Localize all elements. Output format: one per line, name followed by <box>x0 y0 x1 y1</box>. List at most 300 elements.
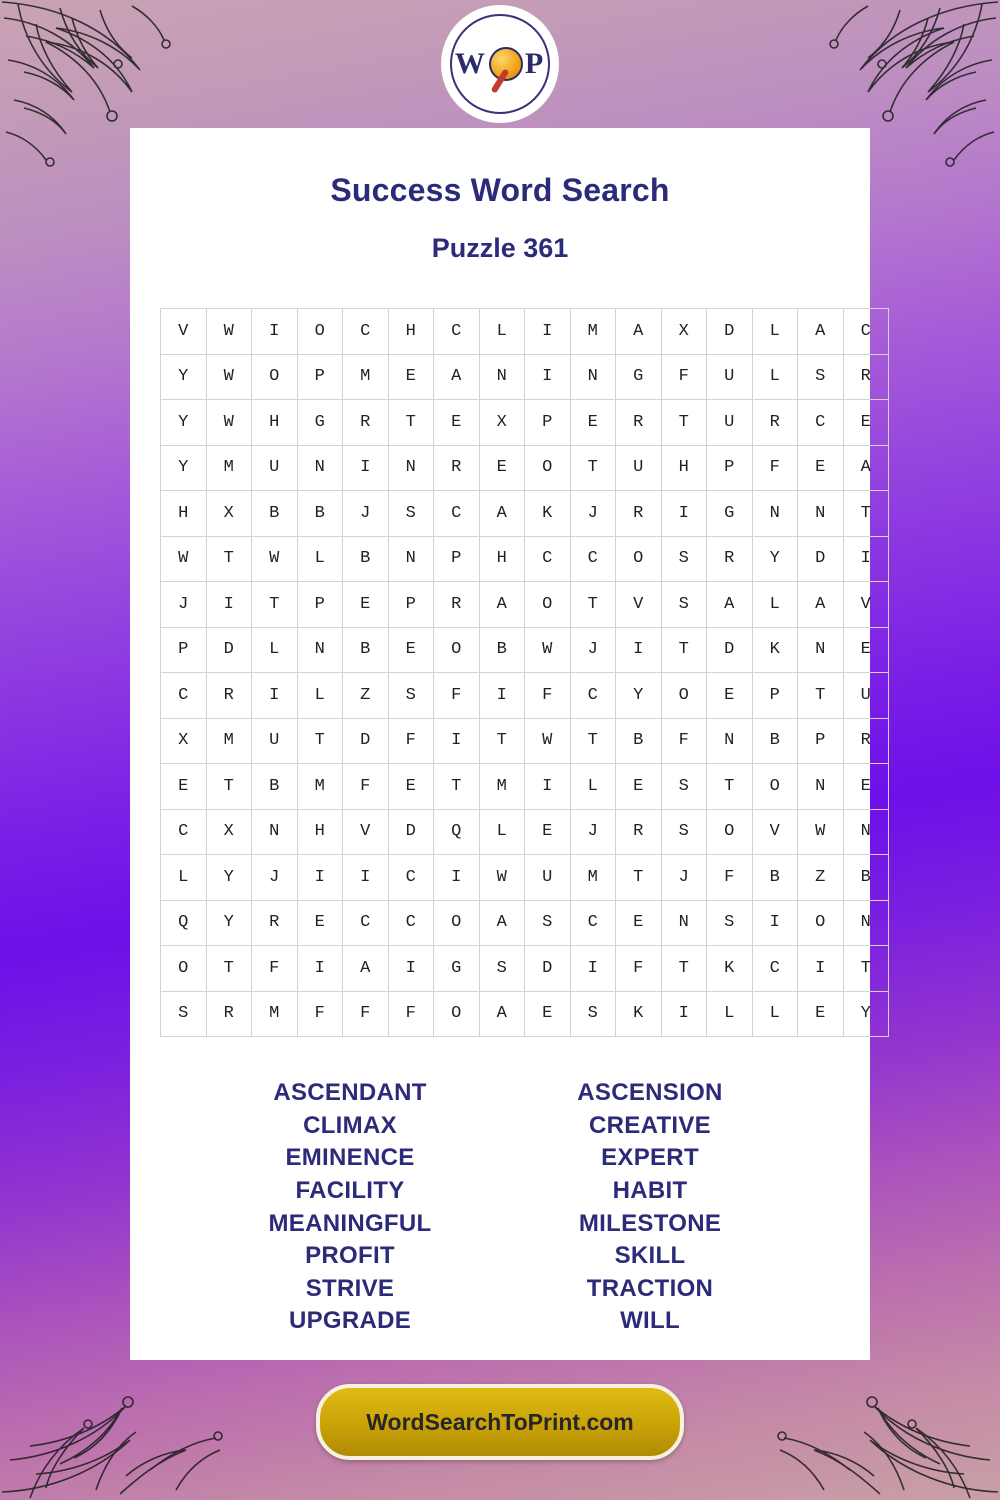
grid-cell[interactable]: F <box>752 445 798 491</box>
grid-cell[interactable]: I <box>661 991 707 1037</box>
grid-cell[interactable]: T <box>843 491 889 537</box>
grid-cell[interactable]: R <box>206 991 252 1037</box>
grid-cell[interactable]: F <box>616 946 662 992</box>
grid-cell[interactable]: H <box>161 491 207 537</box>
grid-cell[interactable]: A <box>798 582 844 628</box>
grid-cell[interactable]: A <box>798 309 844 355</box>
word-list-item: CREATIVE <box>589 1111 711 1139</box>
grid-cell[interactable]: J <box>343 491 389 537</box>
grid-cell[interactable]: A <box>479 991 525 1037</box>
grid-cell[interactable]: D <box>343 718 389 764</box>
grid-cell[interactable]: O <box>661 673 707 719</box>
grid-cell[interactable]: F <box>297 991 343 1037</box>
word-list-item: EMINENCE <box>285 1144 415 1172</box>
grid-row <box>161 445 889 491</box>
grid-cell[interactable]: F <box>388 991 434 1037</box>
logo-left-letter: W <box>454 47 487 80</box>
grid-cell[interactable]: P <box>297 582 343 628</box>
grid-cell[interactable]: B <box>252 764 298 810</box>
grid-cell[interactable]: A <box>479 491 525 537</box>
grid-cell[interactable]: T <box>206 946 252 992</box>
word-list-item: EXPERT <box>601 1144 699 1172</box>
grid-cell[interactable]: V <box>616 582 662 628</box>
grid-cell[interactable]: Y <box>206 900 252 946</box>
grid-cell[interactable]: D <box>525 946 571 992</box>
grid-cell[interactable]: L <box>252 627 298 673</box>
grid-cell[interactable]: B <box>343 536 389 582</box>
corner-flourish-bottom-right-icon <box>770 1350 1000 1500</box>
grid-cell[interactable]: H <box>388 309 434 355</box>
grid-row <box>161 582 889 628</box>
grid-cell[interactable]: S <box>661 536 707 582</box>
grid-cell[interactable]: F <box>661 354 707 400</box>
grid-cell[interactable]: N <box>798 491 844 537</box>
grid-cell[interactable]: T <box>252 582 298 628</box>
website-label: WordSearchToPrint.com <box>366 1408 634 1435</box>
letter-grid-table <box>160 308 889 1037</box>
grid-cell[interactable]: P <box>752 673 798 719</box>
grid-cell[interactable]: I <box>525 764 571 810</box>
website-badge[interactable] <box>316 1384 684 1460</box>
grid-cell[interactable]: K <box>707 946 753 992</box>
word-list-item: STRIVE <box>305 1274 395 1302</box>
grid-cell[interactable]: I <box>297 946 343 992</box>
grid-cell[interactable]: T <box>707 764 753 810</box>
grid-cell[interactable]: B <box>252 491 298 537</box>
grid-cell[interactable]: C <box>752 946 798 992</box>
grid-cell[interactable]: T <box>798 673 844 719</box>
grid-cell[interactable]: E <box>297 900 343 946</box>
grid-cell[interactable]: O <box>297 309 343 355</box>
grid-cell[interactable]: T <box>616 855 662 901</box>
grid-cell[interactable]: W <box>206 354 252 400</box>
grid-cell[interactable]: H <box>252 400 298 446</box>
grid-cell[interactable]: E <box>388 764 434 810</box>
grid-cell[interactable]: A <box>343 946 389 992</box>
site-logo <box>444 8 556 120</box>
grid-cell[interactable]: P <box>798 718 844 764</box>
word-list-item: FACILITY <box>295 1176 405 1204</box>
grid-cell[interactable]: M <box>206 718 252 764</box>
grid-cell[interactable]: E <box>570 400 616 446</box>
grid-cell[interactable]: Y <box>161 354 207 400</box>
grid-cell[interactable]: D <box>206 627 252 673</box>
grid-cell[interactable]: N <box>252 809 298 855</box>
grid-cell[interactable]: S <box>570 991 616 1037</box>
grid-cell[interactable]: V <box>843 582 889 628</box>
grid-cell[interactable]: I <box>798 946 844 992</box>
grid-cell[interactable]: Y <box>843 991 889 1037</box>
grid-cell[interactable]: E <box>798 991 844 1037</box>
grid-cell[interactable]: O <box>525 445 571 491</box>
grid-cell[interactable]: E <box>525 809 571 855</box>
grid-cell[interactable]: M <box>479 764 525 810</box>
grid-row <box>161 991 889 1037</box>
grid-cell[interactable]: L <box>707 991 753 1037</box>
grid-cell[interactable]: D <box>798 536 844 582</box>
grid-cell[interactable]: W <box>206 309 252 355</box>
grid-cell[interactable]: R <box>434 582 480 628</box>
grid-cell[interactable]: M <box>252 991 298 1037</box>
grid-cell[interactable]: Y <box>752 536 798 582</box>
grid-cell[interactable]: O <box>525 582 571 628</box>
grid-cell[interactable]: N <box>843 900 889 946</box>
grid-cell[interactable]: S <box>798 354 844 400</box>
grid-cell[interactable]: L <box>752 582 798 628</box>
grid-cell[interactable]: U <box>707 400 753 446</box>
grid-cell[interactable]: E <box>616 900 662 946</box>
grid-cell[interactable]: I <box>661 491 707 537</box>
grid-cell[interactable]: L <box>161 855 207 901</box>
grid-cell[interactable]: T <box>297 718 343 764</box>
grid-cell[interactable]: Q <box>434 809 480 855</box>
grid-cell[interactable]: D <box>388 809 434 855</box>
grid-cell[interactable]: U <box>252 718 298 764</box>
grid-row <box>161 354 889 400</box>
grid-cell[interactable]: C <box>570 673 616 719</box>
grid-cell[interactable]: E <box>388 627 434 673</box>
grid-cell[interactable]: X <box>479 400 525 446</box>
grid-cell[interactable]: C <box>434 309 480 355</box>
grid-row <box>161 900 889 946</box>
puzzle-number: Puzzle 361 <box>431 233 569 263</box>
grid-cell[interactable]: X <box>661 309 707 355</box>
grid-cell[interactable]: O <box>434 900 480 946</box>
grid-cell[interactable]: O <box>434 991 480 1037</box>
grid-cell[interactable]: D <box>707 627 753 673</box>
word-list-item: ASCENSION <box>577 1079 723 1106</box>
grid-cell[interactable]: E <box>343 582 389 628</box>
grid-cell[interactable]: T <box>570 445 616 491</box>
grid-cell[interactable]: M <box>343 354 389 400</box>
word-search-grid <box>160 308 871 1037</box>
grid-cell[interactable]: X <box>206 491 252 537</box>
grid-cell[interactable]: Y <box>206 855 252 901</box>
grid-cell[interactable]: L <box>570 764 616 810</box>
grid-row <box>161 855 889 901</box>
grid-cell[interactable]: L <box>752 354 798 400</box>
grid-cell[interactable]: W <box>252 536 298 582</box>
word-list-item: MEANINGFUL <box>268 1209 432 1237</box>
grid-cell[interactable]: C <box>434 491 480 537</box>
grid-cell[interactable]: T <box>388 400 434 446</box>
word-list-item: ASCENDANT <box>273 1079 427 1106</box>
grid-cell[interactable]: N <box>798 764 844 810</box>
grid-cell[interactable]: C <box>343 309 389 355</box>
grid-cell[interactable]: B <box>752 718 798 764</box>
grid-cell[interactable]: C <box>388 855 434 901</box>
grid-cell[interactable]: P <box>434 536 480 582</box>
grid-cell[interactable]: E <box>525 991 571 1037</box>
grid-cell[interactable]: I <box>343 445 389 491</box>
grid-cell[interactable]: T <box>570 718 616 764</box>
grid-cell[interactable]: L <box>297 536 343 582</box>
grid-cell[interactable]: F <box>525 673 571 719</box>
grid-cell[interactable]: P <box>388 582 434 628</box>
grid-cell[interactable]: E <box>616 764 662 810</box>
grid-cell[interactable]: F <box>434 673 480 719</box>
grid-cell[interactable]: T <box>570 582 616 628</box>
grid-cell[interactable]: H <box>297 809 343 855</box>
grid-cell[interactable]: N <box>661 900 707 946</box>
grid-cell[interactable]: R <box>252 900 298 946</box>
grid-cell[interactable]: T <box>661 400 707 446</box>
grid-cell[interactable]: M <box>206 445 252 491</box>
grid-cell[interactable]: G <box>434 946 480 992</box>
grid-cell[interactable]: J <box>661 855 707 901</box>
grid-cell[interactable]: I <box>297 855 343 901</box>
grid-cell[interactable]: R <box>843 718 889 764</box>
grid-cell[interactable]: D <box>707 309 753 355</box>
grid-cell[interactable]: L <box>297 673 343 719</box>
grid-cell[interactable]: J <box>570 627 616 673</box>
grid-cell[interactable]: O <box>616 536 662 582</box>
grid-cell[interactable]: C <box>388 900 434 946</box>
grid-cell[interactable]: S <box>661 809 707 855</box>
grid-cell[interactable]: R <box>616 400 662 446</box>
grid-cell[interactable]: A <box>616 309 662 355</box>
grid-cell[interactable]: T <box>661 627 707 673</box>
grid-cell[interactable]: N <box>388 536 434 582</box>
grid-cell[interactable]: I <box>616 627 662 673</box>
grid-cell[interactable]: N <box>798 627 844 673</box>
grid-cell[interactable]: W <box>798 809 844 855</box>
grid-cell[interactable]: C <box>798 400 844 446</box>
grid-row <box>161 764 889 810</box>
grid-cell[interactable]: C <box>843 309 889 355</box>
grid-cell[interactable]: X <box>161 718 207 764</box>
grid-cell[interactable]: U <box>707 354 753 400</box>
grid-cell[interactable]: E <box>161 764 207 810</box>
grid-cell[interactable]: W <box>525 718 571 764</box>
grid-cell[interactable]: M <box>570 309 616 355</box>
grid-cell[interactable]: I <box>570 946 616 992</box>
grid-cell[interactable]: F <box>707 855 753 901</box>
grid-cell[interactable]: E <box>388 354 434 400</box>
grid-cell[interactable]: E <box>843 627 889 673</box>
grid-cell[interactable]: W <box>479 855 525 901</box>
grid-cell[interactable]: R <box>206 673 252 719</box>
grid-cell[interactable]: C <box>570 900 616 946</box>
grid-cell[interactable]: J <box>570 809 616 855</box>
grid-cell[interactable]: T <box>206 764 252 810</box>
grid-cell[interactable]: A <box>843 445 889 491</box>
puzzle-sheet <box>130 128 870 1360</box>
grid-cell[interactable]: R <box>616 491 662 537</box>
grid-cell[interactable]: O <box>798 900 844 946</box>
grid-cell[interactable]: Q <box>161 900 207 946</box>
grid-cell[interactable]: L <box>752 991 798 1037</box>
grid-cell[interactable]: B <box>343 627 389 673</box>
grid-cell[interactable]: W <box>206 400 252 446</box>
grid-cell[interactable]: B <box>616 718 662 764</box>
grid-row <box>161 627 889 673</box>
grid-cell[interactable]: W <box>525 627 571 673</box>
word-list-item: SKILL <box>614 1242 686 1270</box>
grid-row <box>161 400 889 446</box>
grid-cell[interactable]: T <box>434 764 480 810</box>
grid-cell[interactable]: N <box>570 354 616 400</box>
grid-cell[interactable]: N <box>707 718 753 764</box>
grid-cell[interactable]: I <box>206 582 252 628</box>
grid-cell[interactable]: J <box>161 582 207 628</box>
logo-circle <box>450 14 550 114</box>
grid-cell[interactable]: S <box>161 991 207 1037</box>
grid-cell[interactable]: O <box>252 354 298 400</box>
grid-cell[interactable]: I <box>525 309 571 355</box>
grid-cell[interactable]: C <box>343 900 389 946</box>
grid-cell[interactable]: N <box>843 809 889 855</box>
grid-cell[interactable]: S <box>388 491 434 537</box>
grid-cell[interactable]: A <box>479 900 525 946</box>
grid-cell[interactable]: U <box>616 445 662 491</box>
grid-cell[interactable]: M <box>297 764 343 810</box>
grid-row <box>161 673 889 719</box>
grid-cell[interactable]: E <box>707 673 753 719</box>
grid-cell[interactable]: A <box>707 582 753 628</box>
grid-cell[interactable]: U <box>252 445 298 491</box>
grid-cell[interactable]: I <box>434 855 480 901</box>
grid-cell[interactable]: C <box>161 673 207 719</box>
grid-cell[interactable]: Y <box>161 400 207 446</box>
grid-cell[interactable]: R <box>343 400 389 446</box>
grid-cell[interactable]: C <box>570 536 616 582</box>
grid-cell[interactable]: I <box>525 354 571 400</box>
grid-cell[interactable]: T <box>206 536 252 582</box>
grid-cell[interactable]: I <box>479 673 525 719</box>
grid-cell[interactable]: I <box>252 309 298 355</box>
grid-row <box>161 491 889 537</box>
grid-cell[interactable]: B <box>479 627 525 673</box>
grid-cell[interactable]: P <box>161 627 207 673</box>
grid-cell[interactable]: B <box>843 855 889 901</box>
grid-row <box>161 809 889 855</box>
grid-cell[interactable]: L <box>479 809 525 855</box>
grid-cell[interactable]: R <box>616 809 662 855</box>
grid-cell[interactable]: P <box>297 354 343 400</box>
grid-cell[interactable]: A <box>479 582 525 628</box>
grid-cell[interactable]: R <box>752 400 798 446</box>
grid-cell[interactable]: T <box>479 718 525 764</box>
grid-cell[interactable]: S <box>661 764 707 810</box>
grid-cell[interactable]: K <box>752 627 798 673</box>
grid-cell[interactable]: E <box>798 445 844 491</box>
grid-cell[interactable]: S <box>707 900 753 946</box>
grid-cell[interactable]: Y <box>161 445 207 491</box>
grid-cell[interactable]: Z <box>798 855 844 901</box>
grid-cell[interactable]: C <box>525 536 571 582</box>
grid-cell[interactable]: N <box>297 627 343 673</box>
grid-cell[interactable]: S <box>479 946 525 992</box>
corner-flourish-bottom-left-icon <box>0 1350 230 1500</box>
grid-cell[interactable]: K <box>525 491 571 537</box>
grid-cell[interactable]: U <box>525 855 571 901</box>
grid-cell[interactable]: T <box>843 946 889 992</box>
grid-cell[interactable]: O <box>707 809 753 855</box>
word-list-item: CLIMAX <box>303 1111 397 1139</box>
grid-cell[interactable]: N <box>388 445 434 491</box>
grid-cell[interactable]: F <box>343 764 389 810</box>
grid-cell[interactable]: M <box>570 855 616 901</box>
grid-cell[interactable]: S <box>661 582 707 628</box>
grid-cell[interactable]: I <box>388 946 434 992</box>
grid-cell[interactable]: F <box>343 991 389 1037</box>
grid-cell[interactable]: S <box>525 900 571 946</box>
grid-cell[interactable]: U <box>843 673 889 719</box>
grid-cell[interactable]: V <box>752 809 798 855</box>
grid-cell[interactable]: Z <box>343 673 389 719</box>
grid-cell[interactable]: V <box>343 809 389 855</box>
grid-cell[interactable]: O <box>434 627 480 673</box>
grid-cell[interactable]: L <box>752 309 798 355</box>
grid-cell[interactable]: R <box>434 445 480 491</box>
grid-cell[interactable]: G <box>707 491 753 537</box>
grid-cell[interactable]: E <box>843 400 889 446</box>
grid-cell[interactable]: S <box>388 673 434 719</box>
word-list-item: TRACTION <box>586 1274 714 1302</box>
grid-cell[interactable]: P <box>525 400 571 446</box>
grid-cell[interactable]: F <box>252 946 298 992</box>
grid-cell[interactable]: B <box>752 855 798 901</box>
word-list-item: UPGRADE <box>288 1307 412 1335</box>
grid-cell[interactable]: N <box>479 354 525 400</box>
page-title: Success Word Search <box>330 172 670 208</box>
grid-cell[interactable]: G <box>297 400 343 446</box>
grid-cell[interactable]: I <box>343 855 389 901</box>
grid-cell[interactable]: G <box>616 354 662 400</box>
grid-cell[interactable]: X <box>206 809 252 855</box>
grid-row <box>161 718 889 764</box>
grid-cell[interactable]: I <box>752 900 798 946</box>
grid-cell[interactable]: W <box>161 536 207 582</box>
word-list-column-left <box>200 1077 500 1338</box>
grid-cell[interactable]: F <box>661 718 707 764</box>
grid-cell[interactable]: F <box>388 718 434 764</box>
grid-cell[interactable]: B <box>297 491 343 537</box>
grid-row <box>161 946 889 992</box>
grid-cell[interactable]: N <box>297 445 343 491</box>
grid-cell[interactable]: H <box>661 445 707 491</box>
grid-cell[interactable]: J <box>252 855 298 901</box>
grid-cell[interactable]: E <box>843 764 889 810</box>
grid-cell[interactable]: I <box>843 536 889 582</box>
grid-cell[interactable]: J <box>570 491 616 537</box>
grid-cell[interactable]: Y <box>616 673 662 719</box>
grid-cell[interactable]: I <box>434 718 480 764</box>
grid-cell[interactable]: C <box>161 809 207 855</box>
grid-cell[interactable]: L <box>479 309 525 355</box>
grid-cell[interactable]: P <box>707 445 753 491</box>
word-list-item: MILESTONE <box>578 1209 722 1237</box>
grid-cell[interactable]: V <box>161 309 207 355</box>
grid-cell[interactable]: O <box>752 764 798 810</box>
grid-cell[interactable]: H <box>479 536 525 582</box>
word-list-column-right <box>500 1077 800 1338</box>
word-list <box>130 1077 870 1338</box>
grid-cell[interactable]: R <box>843 354 889 400</box>
word-list-item: WILL <box>620 1307 680 1335</box>
grid-cell[interactable]: N <box>752 491 798 537</box>
grid-cell[interactable]: T <box>661 946 707 992</box>
grid-cell[interactable]: K <box>616 991 662 1037</box>
grid-cell[interactable]: I <box>252 673 298 719</box>
grid-cell[interactable]: A <box>434 354 480 400</box>
grid-cell[interactable]: E <box>479 445 525 491</box>
logo-right-letter: P <box>524 47 546 80</box>
grid-cell[interactable]: E <box>434 400 480 446</box>
grid-cell[interactable]: O <box>161 946 207 992</box>
grid-cell[interactable]: R <box>707 536 753 582</box>
